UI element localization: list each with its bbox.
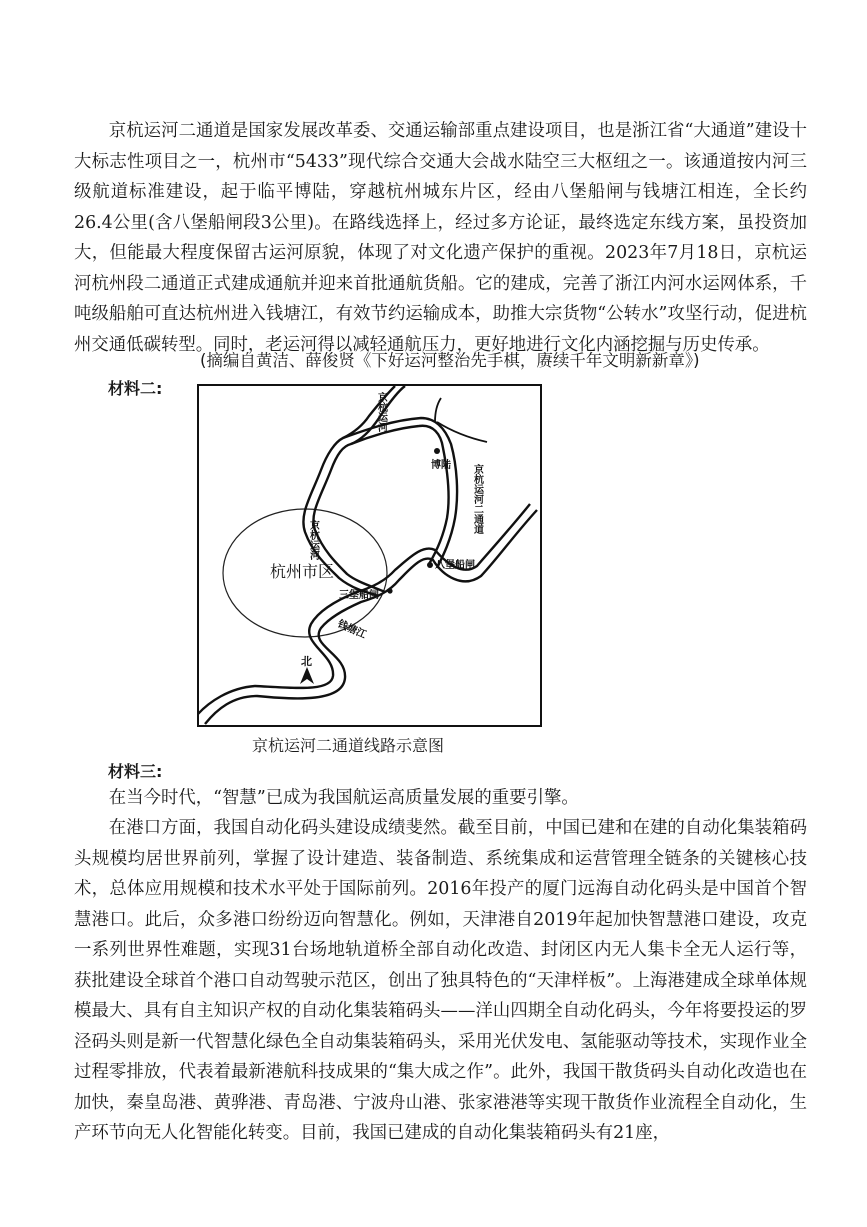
map-label-qiantang: 钱塘江: [335, 618, 368, 641]
material-3-intro: 在当今时代，“智慧”已成为我国航运高质量发展的重要引擎。: [108, 788, 579, 808]
material-2-label: 材料二:: [108, 379, 163, 398]
sanbao-lock-marker: [387, 588, 392, 593]
map-label-canal-city: 京杭运河: [307, 520, 319, 560]
material-1-source: (摘编自黄洁、薛俊贤《下好运河整治先手棋，赓续千年文明新新章》): [200, 351, 700, 370]
map-label-second-channel: 京杭运河二通道: [471, 464, 483, 534]
material-1-paragraph: 京杭运河二通道是国家发展改革委、交通运输部重点建设项目，也是浙江省“大通道”建设十大标志性项目之一，杭州市“5433”现代综合交通大会战水陆空三大枢纽之一。该通道按内河三级航道标准建设，起于临平博陆，穿越杭州城东片区，经由八堡船闸与钱塘江相连，全长约26.4公里(含八堡船闸段3公里)。在路线选择上，经过多方论证，最终选定东线方案，虽投资加大，但能最大程度保留古运河原貌，体现了对文化遗产保护的重视。2023年7月18日，京杭运河杭州段二通道正式建成通航并迎来首批通航货船。它的建成，完善了浙江内河水运网体系，千吨级船舶可直达杭州进入钱塘江，有效节约运输成本，助推大宗货物“公转水”攻坚行动，促进杭州交通低碳转型。同时，老运河得以减轻通航压力，更好地进行文化内涵挖掘与历史传承。: [74, 121, 807, 355]
map-label-canal-north: 京杭运河: [375, 392, 387, 432]
babao-lock-marker: [427, 562, 433, 568]
route-map: [197, 384, 542, 727]
material-3-paragraph: 在港口方面，我国自动化码头建设成绩斐然。截至目前，中国已建和在建的自动化集装箱码头规模均居世界前列，掌握了设计建造、装备制造、系统集成和运营管理全链条的关键核心技术，总体应用规模和技术水平处于国际前列。2016年投产的厦门远海自动化码头是中国首个智慧港口。此后，众多港口纷纷迈向智慧化。例如，天津港自2019年起加快智慧港口建设，攻克一系列世界性难题，实现31台场地轨道桥全部自动化改造、封闭区内无人集卡全无人运行等，获批建设全球首个港口自动驾驶示范区，创出了独具特色的“天津样板”。上海港建成全球单体规模最大、具有自主知识产权的自动化集装箱码头——洋山四期全自动化码头，今年将要投运的罗泾码头则是新一代智慧化绿色全自动集装箱码头，采用光伏发电、氢能驱动等技术，实现作业全过程零排放，代表着最新港航科技成果的“集大成之作”。此外，我国干散货码头自动化改造也在加快，秦皇岛港、黄骅港、青岛港、宁波舟山港、张家港港等实现干散货作业流程全自动化，生产环节向无人化智能化转变。目前，我国已建成的自动化集装箱码头有21座，: [74, 818, 807, 1143]
map-label-bolu: 博陆: [431, 460, 451, 471]
map-label-north: 北: [301, 655, 312, 668]
map-caption: 京杭运河二通道线路示意图: [252, 736, 445, 755]
material-3-label: 材料三:: [108, 762, 163, 781]
map-label-sanbao-lock: 三堡船闸: [339, 590, 379, 601]
map-label-city: 杭州市区: [270, 562, 335, 581]
map-label-babao-lock: 八堡船闸: [435, 560, 475, 571]
bolu-marker: [434, 448, 440, 454]
